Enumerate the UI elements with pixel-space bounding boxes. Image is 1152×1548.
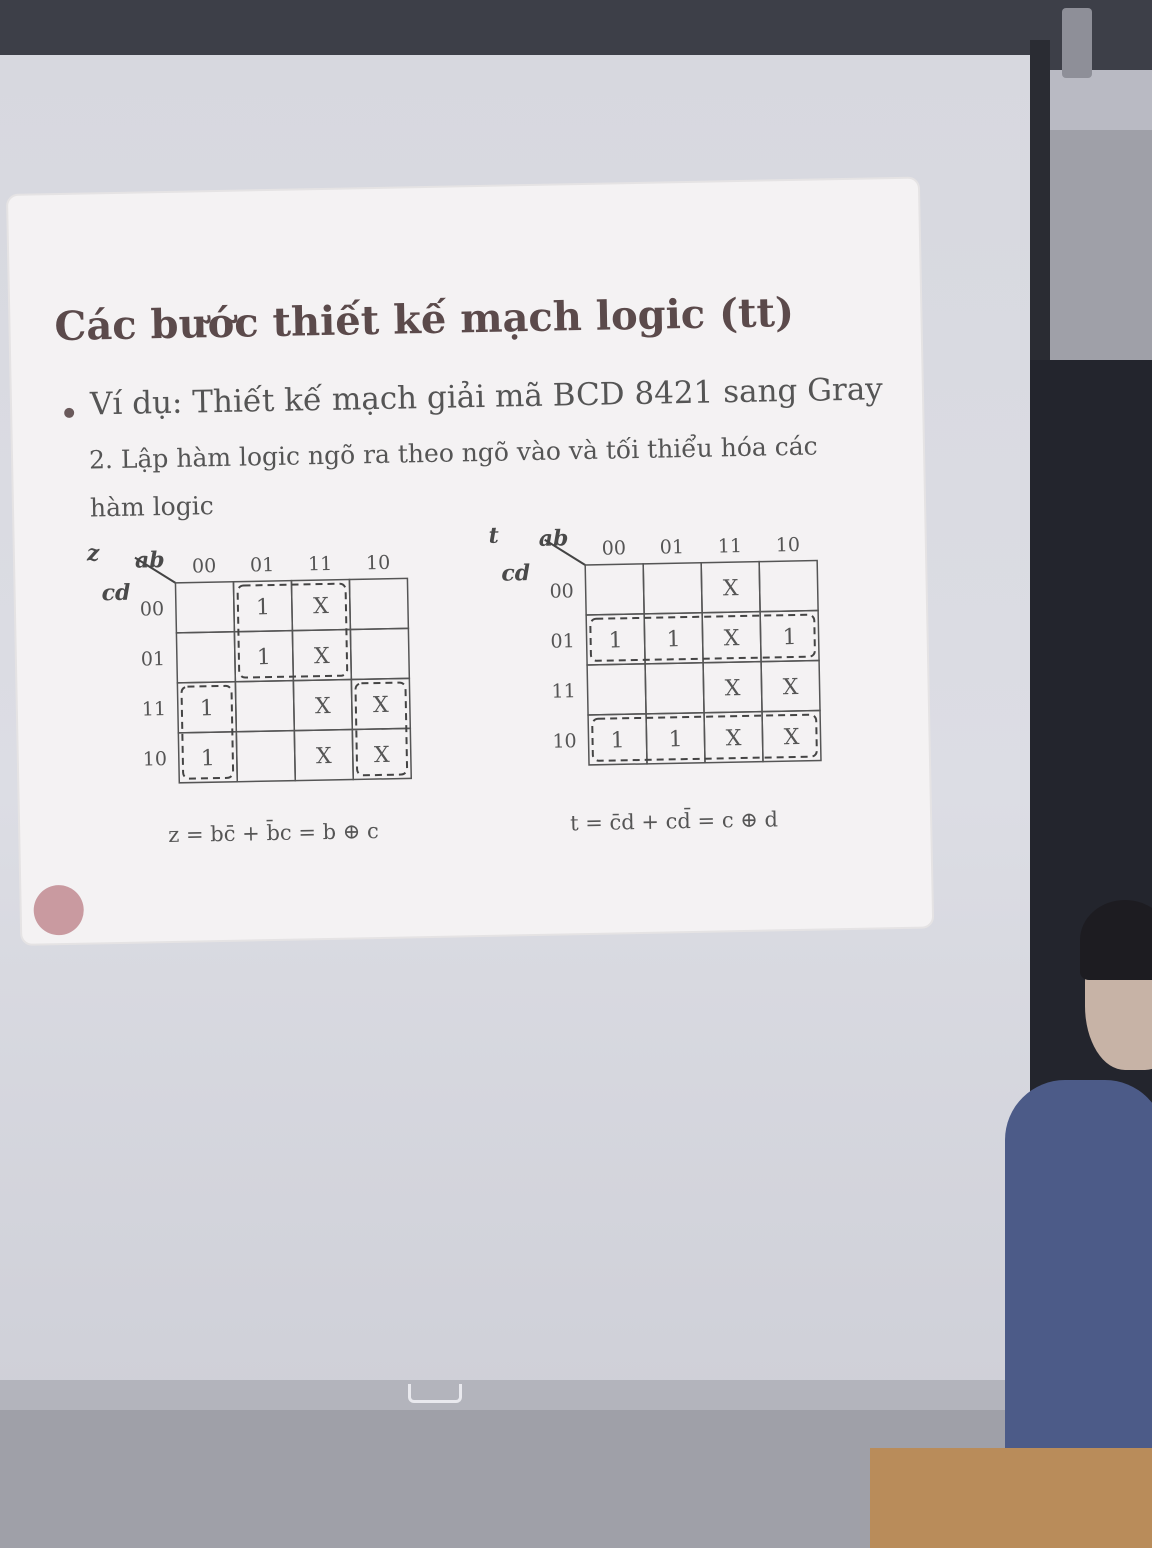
kmap-z-cell-value: X bbox=[315, 743, 332, 770]
kmap-t-row-label: 10 bbox=[552, 730, 577, 753]
ceiling-bracket bbox=[1062, 8, 1092, 78]
kmap-z-cell-value: 1 bbox=[200, 746, 216, 772]
kmap-t-cell-value: 1 bbox=[668, 727, 683, 753]
kmap-t-grid-svg bbox=[504, 520, 831, 776]
decorative-circle bbox=[33, 885, 84, 936]
kmap-z-cell-value: 1 bbox=[199, 696, 215, 722]
kmap-t-cell-value: 1 bbox=[782, 624, 797, 651]
kmap-t-col-label: 01 bbox=[659, 536, 685, 559]
kmap-t-col-label: 00 bbox=[601, 537, 627, 560]
kmap-z-formula: z = bc̄ + b̄c = b ⊕ c bbox=[168, 819, 379, 848]
kmap-z-cell-value: X bbox=[372, 692, 389, 719]
slide-title: Các bước thiết kế mạch logic (tt) bbox=[54, 288, 795, 351]
kmap-z-row-label: 00 bbox=[139, 598, 165, 621]
kmap-z-cell bbox=[236, 731, 295, 782]
kmap-t-cell-value: X bbox=[725, 726, 742, 752]
kmap-z-col-label: 11 bbox=[307, 552, 333, 576]
kmap-z-cell-value: X bbox=[373, 742, 390, 769]
kmap-z-grid-svg bbox=[95, 538, 422, 794]
kmap-z-col-var: ab bbox=[134, 547, 165, 574]
kmap-t bbox=[504, 520, 831, 780]
kmap-t-cell-value: X bbox=[782, 674, 799, 701]
kmap-z-output-label: z bbox=[86, 540, 100, 567]
kmap-t-cell-value: 1 bbox=[666, 627, 681, 653]
kmap-t-cell bbox=[585, 564, 644, 615]
kmap-t-cell bbox=[643, 563, 702, 614]
kmap-z-row-label: 10 bbox=[142, 748, 168, 771]
kmap-t-cell bbox=[645, 663, 704, 714]
kmap-z-cell-value: X bbox=[314, 693, 331, 720]
kmap-t-row-label: 11 bbox=[551, 680, 576, 703]
kmap-z-cell-value: 1 bbox=[255, 595, 271, 621]
kmap-z-cell bbox=[350, 628, 409, 679]
kmap-t-cell-value: X bbox=[724, 676, 741, 702]
kmap-t-cell-value: 1 bbox=[608, 628, 623, 654]
screen-pull-handle bbox=[408, 1384, 462, 1403]
kmap-t-diagonal bbox=[545, 539, 585, 566]
presenter-body bbox=[1005, 1080, 1152, 1480]
kmap-t-cell bbox=[759, 561, 818, 612]
kmap-z-diagonal bbox=[135, 557, 175, 584]
bullet-text: Ví dụ: Thiết kế mạch giải mã BCD 8421 sang Gray bbox=[89, 371, 884, 423]
kmap-z-cell bbox=[176, 632, 235, 683]
projected-slide bbox=[8, 179, 932, 944]
kmap-t-cell-value: 1 bbox=[610, 728, 625, 754]
kmap-t-cell bbox=[587, 664, 646, 715]
kmap-t-output-label: t bbox=[488, 522, 500, 549]
kmap-t-cell-value: X bbox=[723, 626, 740, 652]
kmap-t-row-label: 01 bbox=[550, 630, 575, 653]
kmap-t-col-var: ab bbox=[538, 525, 569, 552]
kmap-z-cell bbox=[235, 681, 294, 732]
kmap-z-col-label: 01 bbox=[249, 553, 275, 577]
kmap-t-cell-value: X bbox=[783, 724, 800, 751]
kmap-t-row-label: 00 bbox=[549, 580, 574, 603]
kmap-z bbox=[95, 538, 422, 798]
kmap-z-row-label: 01 bbox=[140, 648, 166, 671]
kmap-z-row-var: cd bbox=[101, 579, 131, 607]
kmap-t-row-var: cd bbox=[501, 560, 531, 587]
kmap-t-col-label: 10 bbox=[775, 533, 801, 557]
kmap-t-cell-value: X bbox=[722, 576, 739, 602]
kmap-z-cell bbox=[175, 582, 234, 633]
kmap-z-cell-value: 1 bbox=[256, 645, 272, 671]
kmap-z-cell-value: X bbox=[312, 593, 330, 620]
bullet-icon bbox=[64, 408, 74, 418]
kmap-t-col-label: 11 bbox=[717, 534, 743, 558]
kmap-z-row-label: 11 bbox=[141, 698, 167, 721]
kmap-z-col-label: 00 bbox=[191, 555, 217, 578]
kmap-z-col-label: 10 bbox=[365, 551, 391, 575]
screen-bottom-edge bbox=[0, 1380, 1040, 1410]
desk bbox=[870, 1448, 1152, 1548]
step-text: 2. Lập hàm logic ngõ ra theo ngõ vào và tối thiểu hóa các hàm logic bbox=[88, 431, 818, 523]
kmap-t-formula: t = c̄d + cd̄ = c ⊕ d bbox=[569, 807, 779, 836]
kmap-z-cell-value: X bbox=[313, 643, 330, 670]
kmap-z-cell bbox=[349, 578, 408, 629]
